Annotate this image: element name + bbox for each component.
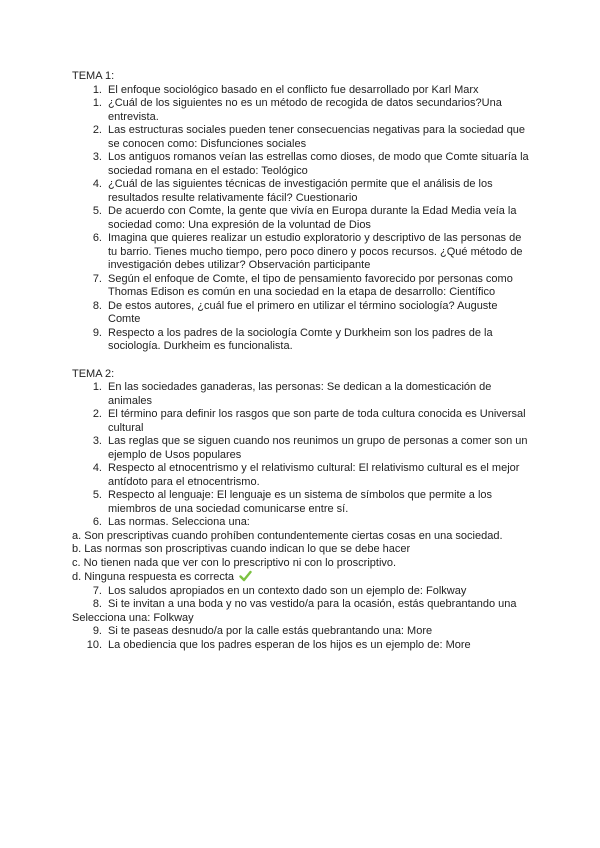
list-item [72, 273, 532, 300]
list-item [72, 97, 532, 124]
list-text: Las estructuras sociales pueden tener consecuencias negativas para la sociedad que se conocen como: Disfunciones sociales [108, 124, 526, 150]
tema1-list [72, 84, 532, 354]
list-number: 9. [92, 625, 102, 637]
list-item [72, 178, 532, 205]
list-item [72, 489, 532, 516]
list-item [72, 205, 532, 232]
list-number: 9. [92, 326, 102, 339]
list-number: 5. [92, 205, 102, 217]
list-text: De estos autores, ¿cuál fue el primero en utilizar el término sociología? Auguste Comte [108, 299, 498, 325]
list-text: ¿Cuál de los siguientes no es un método de recogida de datos secundarios?Una entrevista. [108, 97, 502, 123]
list-text: El enfoque sociológico basado en el conflicto fue desarrollado por Karl Marx [108, 83, 479, 96]
options-list [72, 530, 532, 585]
list-number: 4. [92, 462, 102, 474]
list-number: 1. [92, 97, 102, 109]
list-text: Respecto al etnocentrismo y el relativismo cultural: El relativismo cultural es el mejor antídoto para el etnocentrismo. [108, 462, 520, 488]
list-text: De acuerdo con Comte, la gente que vivía en Europa durante la Edad Media veía la sociedad como: Una expresión de la voluntad de Dios [108, 205, 517, 231]
list-text: Si te paseas desnudo/a por la calle estás quebrantando una: More [108, 625, 433, 637]
list-number: 1. [92, 83, 102, 96]
list-item [72, 300, 532, 327]
list-number: 10. [86, 638, 102, 651]
list-number: 6. [92, 516, 102, 528]
list-text: Respecto a los padres de la sociología Comte y Durkheim son los padres de la sociología. Durkheim es funcionalista. [108, 326, 493, 352]
list-text: La obediencia que los padres esperan de los hijos es un ejemplo de: More [108, 638, 471, 651]
list-number: 8. [92, 299, 102, 312]
tema2-list-end [72, 625, 532, 652]
list-text: ¿Cuál de las siguientes técnicas de investigación permite que el análisis de los resultados resulte relativamente fácil? Cuestionario [108, 178, 493, 204]
list-number: 3. [92, 435, 102, 447]
list-number: 7. [92, 272, 102, 285]
list-text: Imagina que quieres realizar un estudio exploratorio y descriptivo de las personas de tu barrio. Tienes mucho tiempo, pero poco dinero y pocos recursos. ¿Qué método de investigación debes utilizar? Observación participante [108, 232, 523, 271]
list-item [72, 625, 532, 639]
list-number: 3. [92, 151, 102, 163]
list-item [72, 639, 532, 653]
list-text: Las normas. Selecciona una: [108, 516, 250, 528]
list-text: Los antiguos romanos veían las estrellas como dioses, de modo que Comte situaría la sociedad romana en el estado: Teológico [108, 151, 529, 177]
list-item [72, 435, 532, 462]
option-d [72, 570, 532, 585]
tema2-title: TEMA 2: [72, 367, 115, 380]
list-item [72, 124, 532, 151]
option-b: b. Las normas son proscriptivas cuando indican lo que se debe hacer [72, 543, 411, 555]
list-text: Según el enfoque de Comte, el tipo de pensamiento favorecido por personas como Thomas Edison es común en una sociedad en la etapa de desarrollo: Científico [108, 272, 513, 298]
list-item [72, 151, 532, 178]
list-number: 1. [92, 381, 102, 393]
list-number: 6. [92, 232, 102, 244]
tema1-title: TEMA 1: [72, 70, 115, 82]
list-text: En las sociedades ganaderas, las personas: Se dedican a la domesticación de animales [108, 381, 492, 407]
list-number: 7. [92, 584, 102, 597]
list-item [72, 408, 532, 435]
list-number: 2. [92, 124, 102, 136]
option-a: a. Son prescriptivas cuando prohíben contundentemente ciertas cosas en una sociedad. [72, 529, 503, 542]
list-item [72, 327, 532, 354]
option-d-text: d. Ninguna respuesta es correcta [72, 571, 235, 583]
tema2-list [72, 381, 532, 530]
list-text: Los saludos apropiados en un contexto dado son un ejemplo de: Folkway [108, 584, 467, 597]
list-item-8 [72, 598, 532, 612]
list-text: Respecto al lenguaje: El lenguaje es un sistema de símbolos que permite a los miembros de una sociedad comunicarse entre sí. [108, 489, 493, 515]
list-item-7 [72, 585, 532, 599]
list-text: Las reglas que se siguen cuando nos reunimos un grupo de personas a comer son un ejemplo de Usos populares [108, 435, 528, 461]
list-item [72, 516, 532, 530]
list-item [72, 381, 532, 408]
list-item [72, 462, 532, 489]
list-item [72, 232, 532, 273]
list-text: Si te invitan a una boda y no vas vestido/a para la ocasión, estás quebrantando una [108, 598, 517, 610]
list-item-8-continuation: Selecciona una: Folkway [72, 611, 194, 624]
list-number: 2. [92, 408, 102, 420]
document-page [72, 70, 532, 652]
list-number: 4. [92, 178, 102, 190]
list-text: El término para definir los rasgos que son parte de toda cultura conocida es Universal cultural [108, 408, 526, 434]
checkmark-icon [239, 570, 252, 582]
option-c: c. No tienen nada que ver con lo prescriptivo ni con lo proscriptivo. [72, 556, 397, 569]
list-number: 5. [92, 489, 102, 501]
list-number: 8. [92, 598, 102, 610]
list-item [72, 84, 532, 98]
